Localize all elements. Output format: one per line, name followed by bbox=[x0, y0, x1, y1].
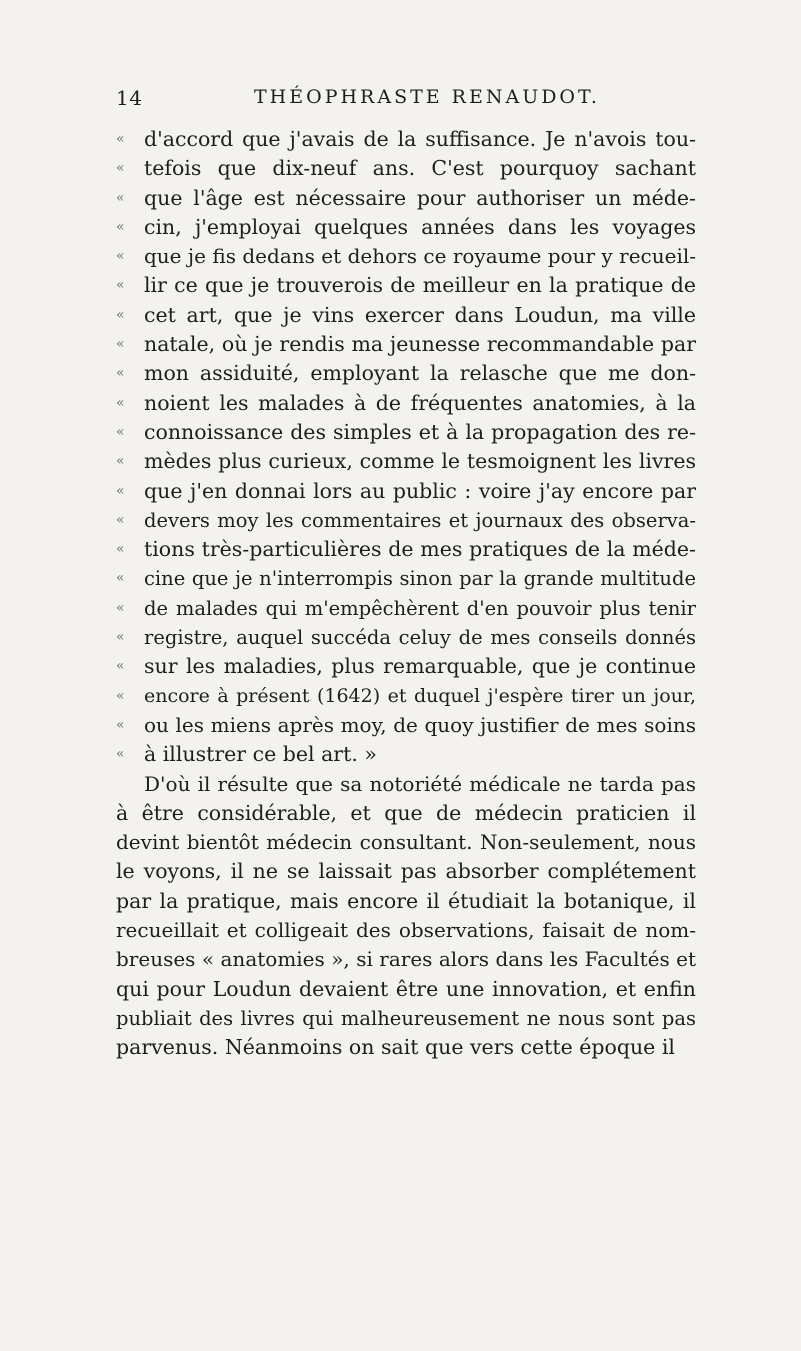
line-text: lir ce que je trouverois de meilleur en la pratique de bbox=[144, 273, 696, 298]
line-text: mèdes plus curieux, comme le tesmoignent les livres bbox=[144, 449, 696, 474]
line-text: mon assiduité, employant la relasche que me don- bbox=[144, 361, 696, 386]
line-text: de malades qui m'empêchèrent d'en pouvoir plus tenir bbox=[144, 596, 696, 620]
line-text: que l'âge est nécessaire pour authoriser un méde- bbox=[144, 185, 696, 210]
quoted-line bbox=[116, 535, 696, 564]
line-text: parvenus. Néanmoins on sait que vers cette époque il bbox=[116, 1035, 675, 1060]
quote-mark: « bbox=[116, 570, 125, 587]
paragraph-line bbox=[116, 799, 696, 828]
quote-mark: « bbox=[116, 248, 125, 265]
page-number: 14 bbox=[116, 86, 143, 110]
quoted-line bbox=[116, 213, 696, 242]
quoted-line bbox=[116, 711, 696, 740]
line-text: à être considérable, et que de médecin praticien il bbox=[116, 800, 696, 825]
line-text: recueillait et colligeait des observations, faisait de nom- bbox=[116, 918, 696, 943]
paragraph-line bbox=[116, 1004, 696, 1033]
line-text: que j'en donnai lors au public : voire j'ay encore par bbox=[144, 478, 696, 503]
quoted-line bbox=[116, 418, 696, 447]
line-text: noient les malades à de fréquentes anatomies, à la bbox=[144, 390, 696, 415]
line-text: d'accord que j'avais de la suffisance. Je n'avois tou- bbox=[144, 127, 696, 151]
quote-mark: « bbox=[116, 658, 125, 675]
line-text: le voyons, il ne se laissait pas absorber complétement bbox=[116, 859, 696, 884]
line-text: devers moy les commentaires et journaux des observa- bbox=[144, 508, 696, 532]
line-text: ou les miens après moy, de quoy justifier de mes soins bbox=[144, 712, 696, 737]
quoted-line bbox=[116, 184, 696, 213]
quoted-line bbox=[116, 506, 696, 535]
quoted-line bbox=[116, 301, 696, 330]
quote-mark: « bbox=[116, 423, 125, 440]
paragraph-line bbox=[116, 828, 696, 857]
quote-mark: « bbox=[116, 453, 125, 470]
line-text: par la pratique, mais encore il étudiait la botanique, il bbox=[116, 888, 696, 913]
quoted-line bbox=[116, 359, 696, 388]
paragraph-line bbox=[116, 1033, 696, 1062]
paragraph bbox=[116, 770, 696, 1063]
quote-mark: « bbox=[116, 218, 125, 235]
quoted-line bbox=[116, 594, 696, 623]
quote-mark: « bbox=[116, 541, 125, 558]
quote-mark: « bbox=[116, 306, 125, 323]
line-text: registre, auquel succéda celuy de mes conseils donnés bbox=[144, 626, 696, 650]
line-text: tions très-particulières de mes pratiques de la méde- bbox=[144, 537, 696, 562]
quoted-line bbox=[116, 330, 696, 359]
line-text: breuses « anatomies », si rares alors dans les Facultés et bbox=[116, 947, 696, 972]
quote-mark: « bbox=[116, 394, 125, 411]
line-text: connoissance des simples et à la propagation des re- bbox=[144, 419, 696, 444]
line-text: sur les maladies, plus remarquable, que je continue bbox=[144, 654, 696, 679]
quote-mark: « bbox=[116, 160, 125, 177]
paragraph-line bbox=[116, 857, 696, 886]
quote-mark: « bbox=[116, 189, 125, 206]
quoted-line bbox=[116, 740, 696, 769]
quoted-line bbox=[116, 271, 696, 300]
quote-mark: « bbox=[116, 716, 125, 733]
quoted-line bbox=[116, 652, 696, 681]
quote-mark: « bbox=[116, 277, 125, 294]
line-text: D'où il résulte que sa notoriété médicale ne tarda pas bbox=[144, 771, 696, 796]
quote-mark: « bbox=[116, 746, 125, 763]
line-text: cin, j'employai quelques années dans les voyages bbox=[144, 214, 696, 239]
quote-mark: « bbox=[116, 629, 125, 646]
quoted-line bbox=[116, 477, 696, 506]
quoted-line bbox=[116, 242, 696, 271]
quoted-passage bbox=[116, 125, 696, 770]
quote-mark: « bbox=[116, 365, 125, 382]
line-text: natale, où je rendis ma jeunesse recommandable par bbox=[144, 332, 696, 357]
line-text: encore à présent (1642) et duquel j'espère tirer un jour, bbox=[144, 684, 696, 707]
quoted-line bbox=[116, 125, 696, 154]
paragraph-line bbox=[116, 770, 696, 799]
quoted-line bbox=[116, 682, 696, 711]
body-text bbox=[116, 125, 696, 1063]
quoted-line bbox=[116, 154, 696, 183]
quote-mark: « bbox=[116, 511, 125, 528]
line-text: tefois que dix-neuf ans. C'est pourquoy sachant bbox=[144, 156, 696, 181]
line-text: publiait des livres qui malheureusement ne nous sont pas bbox=[116, 1006, 696, 1030]
quote-mark: « bbox=[116, 482, 125, 499]
line-text: à illustrer ce bel art. » bbox=[144, 742, 377, 767]
quote-mark: « bbox=[116, 336, 125, 353]
paragraph-line bbox=[116, 945, 696, 974]
line-text: que je fis dedans et dehors ce royaume pour y recueil- bbox=[144, 244, 696, 269]
line-text: devint bientôt médecin consultant. Non-seulement, nous bbox=[116, 830, 696, 855]
quoted-line bbox=[116, 447, 696, 476]
paragraph-line bbox=[116, 887, 696, 916]
quoted-line bbox=[116, 389, 696, 418]
line-text: cet art, que je vins exercer dans Loudun, ma ville bbox=[144, 302, 696, 327]
paragraph-line bbox=[116, 975, 696, 1004]
quoted-line bbox=[116, 564, 696, 593]
quoted-line bbox=[116, 623, 696, 652]
line-text: qui pour Loudun devaient être une innovation, et enfin bbox=[116, 976, 696, 1001]
running-head: THÉOPHRASTE RENAUDOT. bbox=[254, 86, 600, 108]
quote-mark: « bbox=[116, 687, 125, 704]
paragraph-line bbox=[116, 916, 696, 945]
quote-mark: « bbox=[116, 131, 125, 147]
page-header bbox=[116, 86, 686, 116]
quote-mark: « bbox=[116, 599, 125, 616]
line-text: cine que je n'interrompis sinon par la grande multitude bbox=[144, 567, 696, 591]
